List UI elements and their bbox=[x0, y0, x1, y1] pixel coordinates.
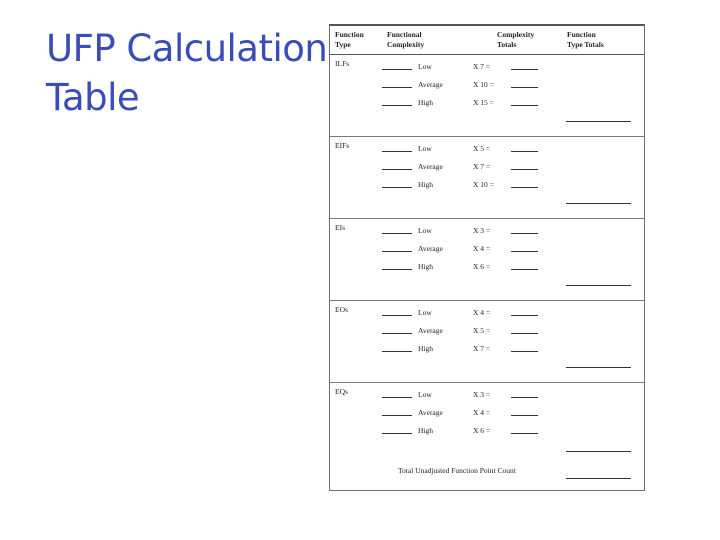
subtotal-blank bbox=[511, 69, 538, 70]
header-function-type: Function Type bbox=[335, 30, 364, 49]
subtotal-blank bbox=[511, 351, 538, 352]
count-blank bbox=[382, 433, 412, 434]
section-label: EOs bbox=[335, 305, 348, 314]
subtotal-blank bbox=[511, 233, 538, 234]
count-blank bbox=[382, 397, 412, 398]
eqs-type-total-blank bbox=[566, 451, 631, 452]
header-function-type-totals: Function Type Totals bbox=[567, 30, 604, 49]
complexity-level: Low bbox=[418, 390, 432, 399]
count-blank bbox=[382, 333, 412, 334]
weight-multiplier: X 6 = bbox=[473, 426, 491, 435]
complexity-level: Average bbox=[418, 80, 443, 89]
complexity-level: High bbox=[418, 426, 433, 435]
weight-multiplier: X 4 = bbox=[473, 408, 491, 417]
weight-multiplier: X 7 = bbox=[473, 344, 491, 353]
table-row bbox=[330, 385, 644, 403]
complexity-level: Average bbox=[418, 244, 443, 253]
table-row bbox=[330, 421, 644, 439]
count-blank bbox=[382, 69, 412, 70]
complexity-level: Average bbox=[418, 162, 443, 171]
count-blank bbox=[382, 269, 412, 270]
weight-multiplier: X 5 = bbox=[473, 326, 491, 335]
type-total-blank bbox=[566, 121, 631, 122]
weight-multiplier: X 10 = bbox=[473, 180, 494, 189]
count-blank bbox=[382, 315, 412, 316]
table-row bbox=[330, 403, 644, 421]
section-label: EIs bbox=[335, 223, 345, 232]
weight-multiplier: X 4 = bbox=[473, 244, 491, 253]
weight-multiplier: X 7 = bbox=[473, 162, 491, 171]
weight-multiplier: X 5 = bbox=[473, 144, 491, 153]
table-row bbox=[330, 239, 644, 257]
weight-multiplier: X 3 = bbox=[473, 390, 491, 399]
weight-multiplier: X 6 = bbox=[473, 262, 491, 271]
subtotal-blank bbox=[511, 415, 538, 416]
count-blank bbox=[382, 251, 412, 252]
section-eis bbox=[330, 218, 644, 301]
subtotal-blank bbox=[511, 169, 538, 170]
type-total-blank bbox=[566, 203, 631, 204]
title-line-2: Table bbox=[46, 76, 140, 119]
count-blank bbox=[382, 233, 412, 234]
subtotal-blank bbox=[511, 187, 538, 188]
complexity-level: Low bbox=[418, 144, 432, 153]
slide-title bbox=[46, 24, 336, 122]
complexity-level: High bbox=[418, 344, 433, 353]
subtotal-blank bbox=[511, 397, 538, 398]
section-label: EQs bbox=[335, 387, 348, 396]
weight-multiplier: X 10 = bbox=[473, 80, 494, 89]
section-ilfs bbox=[330, 54, 644, 137]
count-blank bbox=[382, 87, 412, 88]
complexity-level: Low bbox=[418, 226, 432, 235]
table-row bbox=[330, 139, 644, 157]
complexity-level: High bbox=[418, 262, 433, 271]
table-row bbox=[330, 221, 644, 239]
count-blank bbox=[382, 151, 412, 152]
complexity-level: Average bbox=[418, 326, 443, 335]
table-row bbox=[330, 157, 644, 175]
subtotal-blank bbox=[511, 151, 538, 152]
count-blank bbox=[382, 415, 412, 416]
count-blank bbox=[382, 169, 412, 170]
weight-multiplier: X 4 = bbox=[473, 308, 491, 317]
table-header bbox=[330, 26, 644, 55]
complexity-level: Low bbox=[418, 308, 432, 317]
total-ufp-blank bbox=[566, 478, 631, 479]
count-blank bbox=[382, 187, 412, 188]
table-row bbox=[330, 75, 644, 93]
title-line-1: UFP Calculation bbox=[46, 27, 328, 70]
complexity-level: Low bbox=[418, 62, 432, 71]
table-row bbox=[330, 93, 644, 111]
subtotal-blank bbox=[511, 105, 538, 106]
type-total-blank bbox=[566, 367, 631, 368]
subtotal-blank bbox=[511, 251, 538, 252]
ufp-calculation-table bbox=[329, 24, 645, 491]
count-blank bbox=[382, 105, 412, 106]
section-eifs bbox=[330, 136, 644, 219]
subtotal-blank bbox=[511, 333, 538, 334]
complexity-level: Average bbox=[418, 408, 443, 417]
complexity-level: High bbox=[418, 98, 433, 107]
section-label: ILFs bbox=[335, 59, 350, 68]
total-ufp-label: Total Unadjusted Function Point Count bbox=[398, 466, 516, 475]
table-row bbox=[330, 57, 644, 75]
section-eos bbox=[330, 300, 644, 383]
subtotal-blank bbox=[511, 87, 538, 88]
weight-multiplier: X 7 = bbox=[473, 62, 491, 71]
subtotal-blank bbox=[511, 315, 538, 316]
table-row bbox=[330, 321, 644, 339]
weight-multiplier: X 15 = bbox=[473, 98, 494, 107]
header-functional-complexity: Functional Complexity bbox=[387, 30, 425, 49]
table-row bbox=[330, 257, 644, 275]
subtotal-blank bbox=[511, 269, 538, 270]
table-row bbox=[330, 175, 644, 193]
table-row bbox=[330, 303, 644, 321]
subtotal-blank bbox=[511, 433, 538, 434]
weight-multiplier: X 3 = bbox=[473, 226, 491, 235]
section-label: EIFs bbox=[335, 141, 350, 150]
count-blank bbox=[382, 351, 412, 352]
type-total-blank bbox=[566, 285, 631, 286]
table-row bbox=[330, 339, 644, 357]
header-complexity-totals: Complexity Totals bbox=[497, 30, 535, 49]
complexity-level: High bbox=[418, 180, 433, 189]
